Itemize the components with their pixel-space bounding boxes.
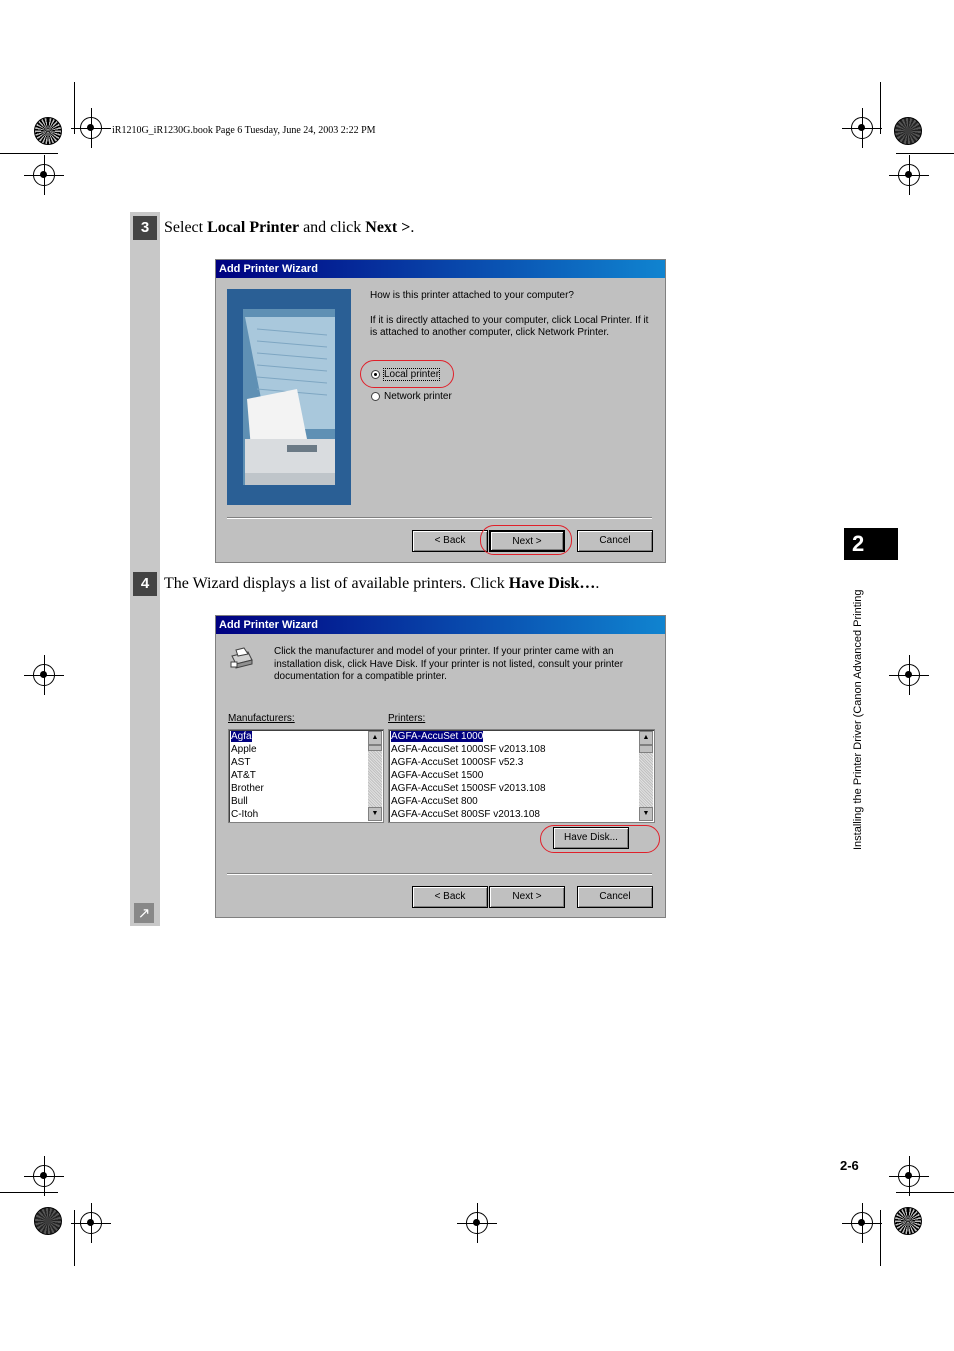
list-item[interactable]: AGFA-AccuSet 1500 bbox=[391, 770, 484, 781]
callout-highlight bbox=[360, 360, 454, 388]
crop-mark bbox=[74, 82, 75, 134]
list-item[interactable]: Bull bbox=[231, 796, 248, 807]
registration-mark-icon bbox=[466, 1212, 488, 1234]
list-item[interactable]: AT&T bbox=[231, 770, 256, 781]
cancel-button[interactable]: Cancel bbox=[577, 530, 653, 552]
registration-mark-icon bbox=[80, 1212, 102, 1234]
list-item[interactable]: AGFA-AccuSet 1000 bbox=[391, 731, 484, 742]
step-instruction: Select Local Printer and click Next >. bbox=[164, 219, 415, 236]
crop-mark bbox=[896, 1192, 954, 1193]
add-printer-wizard-dialog bbox=[215, 259, 666, 563]
registration-mark-icon bbox=[33, 164, 55, 186]
registration-mark-icon bbox=[80, 117, 102, 139]
crop-mark bbox=[0, 153, 58, 154]
scroll-up-icon[interactable]: ▲ bbox=[639, 731, 653, 745]
chapter-tab: 2 bbox=[844, 528, 898, 560]
callout-highlight bbox=[480, 525, 572, 555]
scroll-up-icon[interactable]: ▲ bbox=[368, 731, 382, 745]
wizard-illustration bbox=[227, 289, 351, 505]
instruction-text: Click the manufacturer and model of your printer. If your printer came with an installation disk, click Have Disk. If your printer is not listed, consult your printer documentation for a compatible printer. bbox=[274, 646, 624, 682]
page-number: 2-6 bbox=[840, 1158, 859, 1173]
step-number: 3 bbox=[133, 216, 157, 240]
registration-mark-icon bbox=[898, 1165, 920, 1187]
back-button[interactable]: < Back bbox=[412, 530, 488, 552]
printers-label: Printers: bbox=[388, 713, 426, 724]
next-button[interactable]: Next > bbox=[489, 886, 565, 908]
print-header: iR1210G_iR1230G.book Page 6 Tuesday, June 24, 2003 2:22 PM bbox=[112, 125, 376, 136]
color-rosette-icon bbox=[894, 1207, 922, 1235]
divider bbox=[227, 517, 652, 519]
next-button[interactable]: Next > bbox=[489, 530, 565, 552]
list-item[interactable]: AST bbox=[231, 757, 251, 768]
list-item[interactable]: AGFA-AccuSet 800 bbox=[391, 796, 478, 807]
scrollbar[interactable] bbox=[639, 731, 653, 821]
scroll-down-icon[interactable]: ▼ bbox=[368, 807, 382, 821]
printer-illustration-icon bbox=[227, 289, 351, 505]
crop-mark bbox=[0, 1192, 58, 1193]
registration-mark-icon bbox=[898, 664, 920, 686]
radio-label: Network printer bbox=[384, 391, 452, 402]
continue-arrow-icon: ↗ bbox=[134, 903, 154, 923]
scroll-thumb[interactable] bbox=[639, 745, 653, 753]
color-rosette-icon bbox=[894, 117, 922, 145]
step-instruction: The Wizard displays a list of available printers. Click Have Disk…. bbox=[164, 575, 600, 592]
scroll-down-icon[interactable]: ▼ bbox=[639, 807, 653, 821]
step-number: 4 bbox=[133, 572, 157, 596]
registration-mark-icon bbox=[33, 664, 55, 686]
list-item[interactable]: Apple bbox=[231, 744, 257, 755]
add-printer-wizard-dialog bbox=[215, 615, 666, 918]
scroll-thumb[interactable] bbox=[368, 745, 382, 751]
color-rosette-icon bbox=[34, 1207, 62, 1235]
scrollbar[interactable] bbox=[368, 731, 382, 821]
dialog-titlebar: Add Printer Wizard bbox=[216, 260, 665, 278]
registration-mark-icon bbox=[898, 164, 920, 186]
question-text: How is this printer attached to your computer? bbox=[370, 290, 574, 301]
registration-mark-icon bbox=[33, 1165, 55, 1187]
radio-unselected-icon bbox=[371, 392, 380, 401]
list-item[interactable]: Agfa bbox=[231, 731, 252, 742]
have-disk-button[interactable]: Have Disk... bbox=[553, 827, 629, 849]
list-item[interactable]: AGFA-AccuSet 1000SF v52.3 bbox=[391, 757, 524, 768]
cancel-button[interactable]: Cancel bbox=[577, 886, 653, 908]
list-item[interactable]: C-Itoh bbox=[231, 809, 259, 820]
description-text: If it is directly attached to your computer, click Local Printer. If it is attached to another computer, click Network Printer. bbox=[370, 315, 649, 338]
printer-icon bbox=[228, 646, 254, 670]
divider bbox=[227, 873, 652, 875]
back-button[interactable]: < Back bbox=[412, 886, 488, 908]
crop-mark bbox=[880, 1210, 881, 1266]
chapter-title: Installing the Printer Driver (Canon Advanced Printing bbox=[852, 589, 864, 850]
step-sidebar bbox=[130, 212, 160, 926]
crop-mark bbox=[880, 82, 881, 134]
manufacturers-listbox[interactable] bbox=[228, 729, 384, 823]
registration-mark-icon bbox=[851, 117, 873, 139]
network-printer-radio[interactable] bbox=[371, 391, 452, 402]
crop-mark bbox=[74, 1210, 75, 1266]
color-rosette-icon bbox=[34, 117, 62, 145]
registration-mark-icon bbox=[851, 1212, 873, 1234]
manufacturers-label: Manufacturers: bbox=[228, 713, 295, 724]
crop-mark bbox=[896, 153, 954, 154]
list-item[interactable]: AGFA-AccuSet 800SF v2013.108 bbox=[391, 809, 540, 820]
radio-label: Local printer bbox=[384, 369, 440, 380]
printers-listbox[interactable] bbox=[388, 729, 655, 823]
callout-highlight bbox=[540, 825, 660, 853]
dialog-titlebar: Add Printer Wizard bbox=[216, 616, 665, 634]
list-item[interactable]: AGFA-AccuSet 1000SF v2013.108 bbox=[391, 744, 546, 755]
list-item[interactable]: Brother bbox=[231, 783, 264, 794]
list-item[interactable]: AGFA-AccuSet 1500SF v2013.108 bbox=[391, 783, 546, 794]
